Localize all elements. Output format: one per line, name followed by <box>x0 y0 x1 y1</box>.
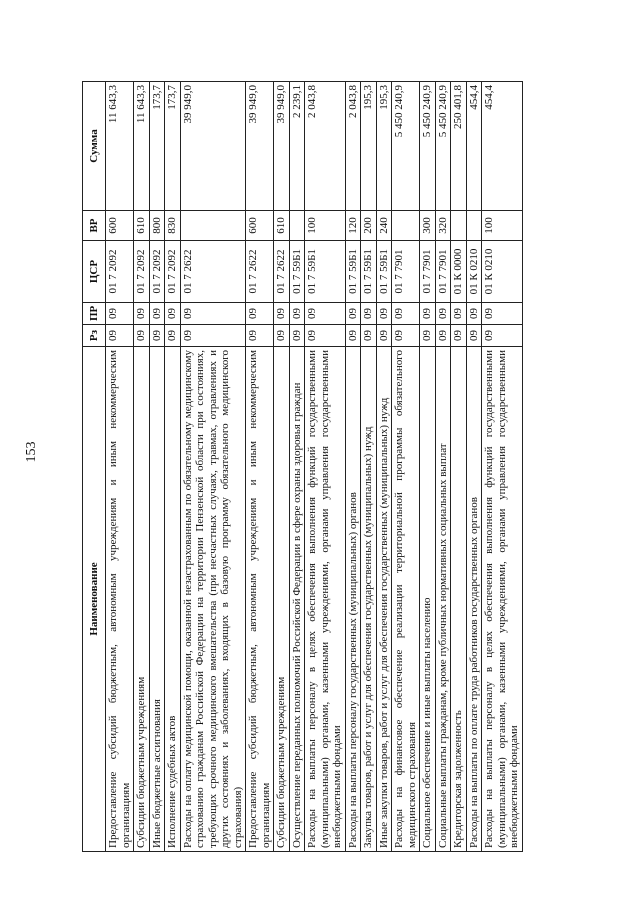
header-pr: ПР <box>83 303 106 325</box>
row-csr-cell: 01 7 59Б1 <box>376 241 392 303</box>
row-sum-cell: 11 643,3 <box>134 82 150 211</box>
row-name-cell: Социальные выплаты гражданам, кроме публичных нормативных социальных выплат <box>435 347 451 852</box>
row-pr-cell: 09 <box>466 303 482 325</box>
row-vr-cell <box>451 211 467 241</box>
row-csr-cell: 01 7 2092 <box>165 241 181 303</box>
table-row <box>134 82 150 852</box>
row-vr-cell: 300 <box>420 211 436 241</box>
row-name-cell: Кредиторская задолженность <box>451 347 467 852</box>
row-vr-cell: 600 <box>106 211 134 241</box>
rotated-table-wrapper <box>82 82 537 852</box>
row-sum-cell: 39 949,0 <box>180 82 246 211</box>
table-row <box>165 82 181 852</box>
header-vr: ВР <box>83 211 106 241</box>
row-csr-cell: 01 7 2092 <box>134 241 150 303</box>
row-sum-cell: 195,3 <box>361 82 377 211</box>
row-pr-cell: 09 <box>274 303 290 325</box>
row-name-cell: Социальное обеспечение и иные выплаты населению <box>420 347 436 852</box>
table-header-row <box>83 82 106 852</box>
row-pr-cell: 09 <box>246 303 274 325</box>
row-sum-cell: 2 043,8 <box>345 82 361 211</box>
row-pr-cell: 09 <box>435 303 451 325</box>
row-csr-cell: 01 7 59Б1 <box>361 241 377 303</box>
row-rz-cell: 09 <box>149 325 165 347</box>
row-pr-cell: 09 <box>289 303 305 325</box>
row-sum-cell: 454,4 <box>482 82 523 211</box>
row-vr-cell <box>466 211 482 241</box>
row-csr-cell: 01 7 7901 <box>420 241 436 303</box>
row-csr-cell: 01 7 2622 <box>246 241 274 303</box>
row-rz-cell: 09 <box>134 325 150 347</box>
row-rz-cell: 09 <box>482 325 523 347</box>
row-rz-cell: 09 <box>376 325 392 347</box>
row-sum-cell: 173,7 <box>165 82 181 211</box>
table-row <box>392 82 420 852</box>
row-name-cell: Расходы на выплаты персоналу государственных (муниципальных) органов <box>345 347 361 852</box>
row-vr-cell: 830 <box>165 211 181 241</box>
row-pr-cell: 09 <box>392 303 420 325</box>
row-rz-cell: 09 <box>274 325 290 347</box>
row-sum-cell: 39 949,0 <box>246 82 274 211</box>
row-vr-cell: 600 <box>246 211 274 241</box>
row-sum-cell: 173,7 <box>149 82 165 211</box>
row-sum-cell: 39 949,0 <box>274 82 290 211</box>
table-row <box>289 82 305 852</box>
row-vr-cell: 100 <box>305 211 346 241</box>
row-name-cell: Осуществление переданных полномочий Российской Федерации в сфере охраны здоровья граждан <box>289 347 305 852</box>
table-row <box>246 82 274 852</box>
row-rz-cell: 09 <box>305 325 346 347</box>
table-row <box>466 82 482 852</box>
table-row <box>482 82 523 852</box>
row-name-cell: Расходы на выплаты персоналу в целях обеспечения выполнения функций государственными (муниципальными) органами, казенными учреждениями, органами управления государственными внебюджетными фондами <box>305 347 346 852</box>
table-row <box>361 82 377 852</box>
row-name-cell: Расходы на выплаты по оплате труда работников государственных органов <box>466 347 482 852</box>
row-csr-cell: 01 7 2092 <box>149 241 165 303</box>
row-rz-cell: 09 <box>289 325 305 347</box>
row-csr-cell: 01 7 2622 <box>180 241 246 303</box>
row-rz-cell: 09 <box>361 325 377 347</box>
row-rz-cell: 09 <box>420 325 436 347</box>
row-name-cell: Расходы на выплаты персоналу в целях обеспечения выполнения функций государственными (муниципальными) органами, казенными учреждениями, органами управления государственными внебюджетными фондами <box>482 347 523 852</box>
row-vr-cell: 610 <box>134 211 150 241</box>
row-pr-cell: 09 <box>180 303 246 325</box>
row-csr-cell: 01 7 2092 <box>106 241 134 303</box>
table-row <box>180 82 246 852</box>
row-vr-cell <box>392 211 420 241</box>
row-pr-cell: 09 <box>165 303 181 325</box>
row-rz-cell: 09 <box>106 325 134 347</box>
row-name-cell: Иные закупки товаров, работ и услуг для обеспечения государственных (муниципальных) нужд <box>376 347 392 852</box>
header-csr: ЦСР <box>83 241 106 303</box>
row-csr-cell: 01 7 59Б1 <box>345 241 361 303</box>
row-rz-cell: 09 <box>451 325 467 347</box>
table-row <box>106 82 134 852</box>
row-sum-cell: 5 450 240,9 <box>420 82 436 211</box>
table-row <box>149 82 165 852</box>
header-sum: Сумма <box>83 82 106 211</box>
row-name-cell: Предоставление субсидий бюджетным, автономным учреждениям и иным некоммерческим организациям <box>246 347 274 852</box>
row-pr-cell: 09 <box>345 303 361 325</box>
table-body <box>106 82 523 852</box>
row-sum-cell: 454,4 <box>466 82 482 211</box>
row-name-cell: Иные бюджетные ассигнования <box>149 347 165 852</box>
row-sum-cell: 2 239,1 <box>289 82 305 211</box>
row-pr-cell: 09 <box>361 303 377 325</box>
header-name: Наименование <box>83 347 106 852</box>
table-row <box>376 82 392 852</box>
row-sum-cell: 11 643,3 <box>106 82 134 211</box>
row-sum-cell: 5 450 240,9 <box>392 82 420 211</box>
table-row <box>420 82 436 852</box>
row-csr-cell: 01 7 59Б1 <box>305 241 346 303</box>
row-csr-cell: 01 К 0210 <box>482 241 523 303</box>
row-csr-cell: 01 К 0210 <box>466 241 482 303</box>
row-name-cell: Субсидии бюджетным учреждениям <box>274 347 290 852</box>
row-pr-cell: 09 <box>420 303 436 325</box>
row-pr-cell: 09 <box>305 303 346 325</box>
row-vr-cell <box>180 211 246 241</box>
page-number: 153 <box>24 441 39 463</box>
row-vr-cell: 100 <box>482 211 523 241</box>
row-rz-cell: 09 <box>180 325 246 347</box>
row-sum-cell: 250 401,8 <box>451 82 467 211</box>
row-pr-cell: 09 <box>451 303 467 325</box>
table-row <box>274 82 290 852</box>
row-vr-cell: 320 <box>435 211 451 241</box>
row-vr-cell <box>289 211 305 241</box>
row-csr-cell: 01 К 0000 <box>451 241 467 303</box>
row-rz-cell: 09 <box>466 325 482 347</box>
row-rz-cell: 09 <box>165 325 181 347</box>
table-row <box>451 82 467 852</box>
row-pr-cell: 09 <box>106 303 134 325</box>
row-csr-cell: 01 7 2622 <box>274 241 290 303</box>
row-vr-cell: 610 <box>274 211 290 241</box>
row-rz-cell: 09 <box>246 325 274 347</box>
budget-table <box>82 81 523 852</box>
table-row <box>305 82 346 852</box>
row-pr-cell: 09 <box>134 303 150 325</box>
row-csr-cell: 01 7 59Б1 <box>289 241 305 303</box>
row-name-cell: Предоставление субсидий бюджетным, автономным учреждениям и иным некоммерческим организациям <box>106 347 134 852</box>
row-pr-cell: 09 <box>482 303 523 325</box>
row-rz-cell: 09 <box>435 325 451 347</box>
row-vr-cell: 200 <box>361 211 377 241</box>
row-vr-cell: 120 <box>345 211 361 241</box>
row-sum-cell: 5 450 240,9 <box>435 82 451 211</box>
row-pr-cell: 09 <box>376 303 392 325</box>
row-sum-cell: 2 043,8 <box>305 82 346 211</box>
row-name-cell: Исполнение судебных актов <box>165 347 181 852</box>
row-name-cell: Расходы на финансовое обеспечение реализации территориальной программы обязательного медицинского страхования <box>392 347 420 852</box>
row-name-cell: Субсидии бюджетным учреждениям <box>134 347 150 852</box>
row-name-cell: Расходы на оплату медицинской помощи, оказанной незастрахованным по обязательному медицинскому страхованию гражданам Российской Федерации на территории Пензенской области при состояниях, требующих срочного медицинского вмешательства (при несчастных случаях, травмах, отравлениях и других состояниях и заболеваниях, входящих в базовую программу обязательного медицинского страхования) <box>180 347 246 852</box>
row-sum-cell: 195,3 <box>376 82 392 211</box>
row-rz-cell: 09 <box>392 325 420 347</box>
table-row <box>345 82 361 852</box>
row-vr-cell: 800 <box>149 211 165 241</box>
row-rz-cell: 09 <box>345 325 361 347</box>
row-pr-cell: 09 <box>149 303 165 325</box>
table-row <box>435 82 451 852</box>
row-name-cell: Закупка товаров, работ и услуг для обеспечения государственных (муниципальных) нужд <box>361 347 377 852</box>
header-rz: Рз <box>83 325 106 347</box>
row-vr-cell: 240 <box>376 211 392 241</box>
row-csr-cell: 01 7 7901 <box>435 241 451 303</box>
row-csr-cell: 01 7 7901 <box>392 241 420 303</box>
